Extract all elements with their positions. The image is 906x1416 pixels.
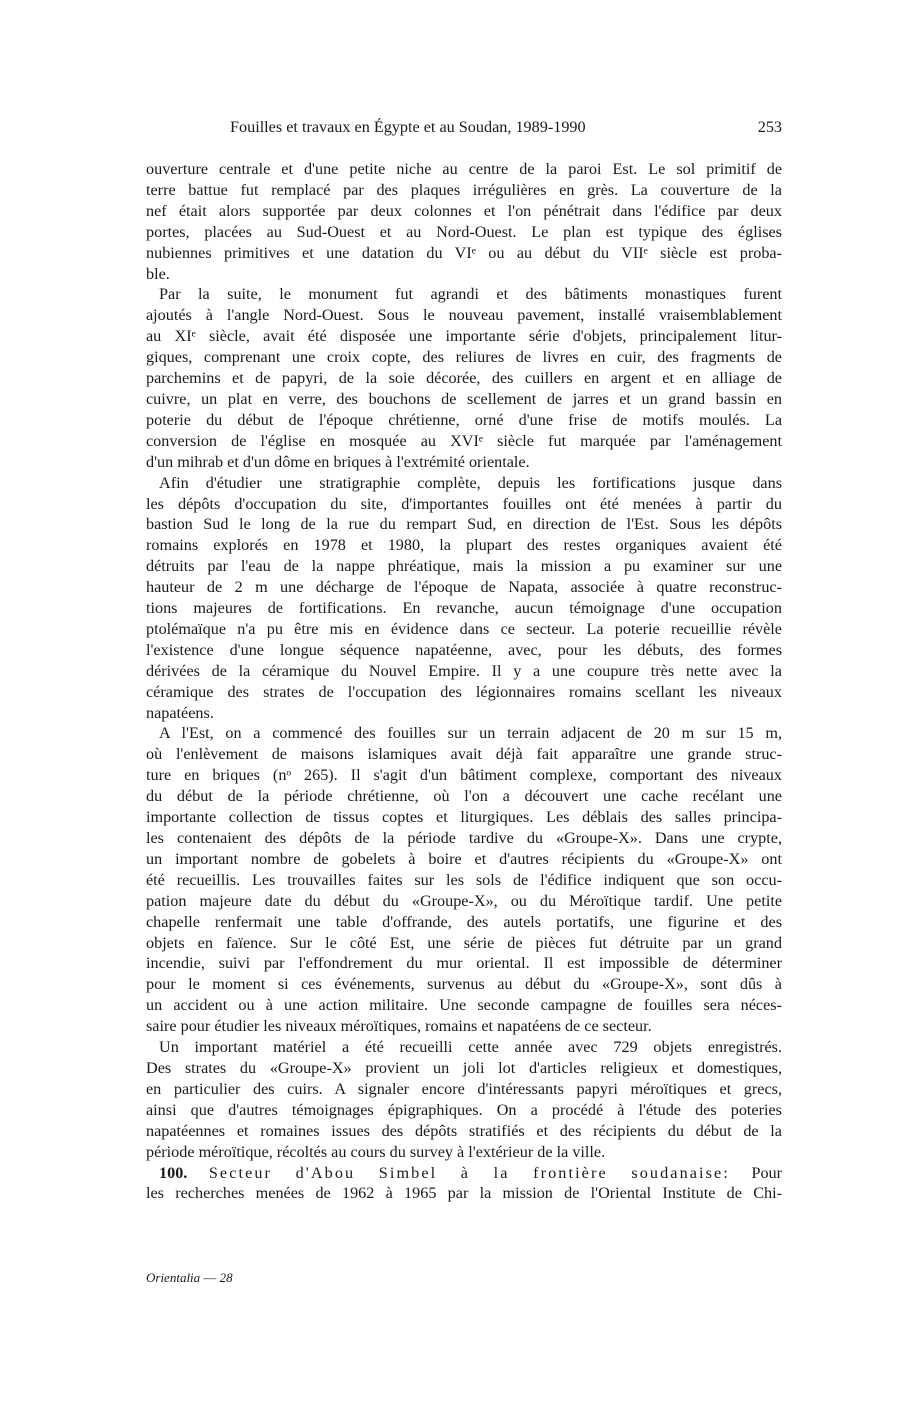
- text-line: romains explorés en 1978 et 1980, la plupart des restes organiques avaient été: [146, 536, 782, 555]
- text-line: dérivées de la céramique du Nouvel Empire. Il y a une coupure très nette avec la: [146, 661, 782, 680]
- text-line: hauteur de 2 m une décharge de l'époque de Napata, associée à quatre reconstruc-: [146, 578, 782, 597]
- text-line: période méroïtique, récoltés au cours du survey à l'extérieur de la ville.: [146, 1142, 606, 1161]
- text-line: été recueillis. Les trouvailles faites sur les sols de l'édifice indiquent que son occu-: [146, 870, 782, 889]
- text-line: un important nombre de gobelets à boire et d'autres récipients du «Groupe-X» ont: [146, 849, 782, 868]
- running-header: [146, 118, 782, 142]
- section-number: 100.: [159, 1163, 188, 1182]
- text-line: ainsi que d'autres témoignages épigraphiques. On a procédé à l'étude des poteries: [146, 1100, 782, 1119]
- text-line: importante collection de tissus coptes et liturgiques. Les déblais des salles principa-: [146, 808, 782, 827]
- text-line: détruits par l'eau de la nappe phréatique, mais la mission a pu examiner sur une: [146, 557, 782, 576]
- text-line: napatéennes et romaines issues des dépôts stratifiés et des récipients du début de la: [146, 1121, 782, 1140]
- text-line: où l'enlèvement de maisons islamiques avait déjà fait apparaître une grande struc-: [146, 745, 782, 764]
- text-line: parchemins et de papyri, de la soie décorée, des cuillers en argent et en alliage de: [146, 369, 782, 388]
- text-line: napatéens.: [146, 703, 214, 722]
- text-line: cuivre, un plat en verre, des bouchons de scellement de jarres et un grand bassin en: [146, 389, 782, 408]
- text-line: les recherches menées de 1962 à 1965 par la mission de l'Oriental Institute de Chi-: [146, 1184, 782, 1203]
- text-line: céramique des strates de l'occupation des légionnaires romains scellant les niveaux: [146, 682, 782, 701]
- text-line: nef était alors supportée par deux colonnes et l'on pénétrait dans l'édifice par deux: [146, 201, 782, 220]
- section-heading: Secteur d'Abou Simbel à la frontière soudanaise:: [208, 1163, 730, 1182]
- journal-name: Orientalia: [146, 1270, 201, 1285]
- paragraph: [146, 159, 782, 284]
- text-line: nubiennes primitives et une datation du VIᵉ ou au début du VIIᵉ siècle est proba-: [146, 243, 782, 262]
- text-line: l'existence d'une longue séquence napatéenne, avec, pour les débuts, des formes: [146, 640, 782, 659]
- text-line: objets en faïence. Sur le côté Est, une série de pièces fut détruite par un grand: [146, 933, 782, 952]
- text-line: Par la suite, le monument fut agrandi et des bâtiments monastiques furent: [159, 285, 782, 304]
- text-line: pour le moment si ces événements, survenus au début du «Groupe-X», sont dûs à: [146, 975, 782, 994]
- section-100: [146, 1163, 782, 1205]
- paragraph: [146, 473, 782, 724]
- text-line: au XIᵉ siècle, avait été disposée une importante série d'objets, principalement litur-: [146, 327, 782, 346]
- text-line: tions majeures de fortifications. En revanche, aucun témoignage d'une occupation: [146, 599, 782, 618]
- body-text: [146, 159, 782, 1204]
- text-line: terre battue fut remplacé par des plaques irrégulières en grès. La couverture de la: [146, 180, 782, 199]
- text-line: saire pour étudier les niveaux méroïtiques, romains et napatéens de ce secteur.: [146, 1017, 652, 1036]
- text-line: portes, placées au Sud-Ouest et au Nord-Ouest. Le plan est typique des églises: [146, 222, 782, 241]
- paragraph: [146, 723, 782, 1037]
- text-line: Un important matériel a été recueilli cette année avec 729 objets enregistrés.: [159, 1038, 782, 1057]
- paragraph: [146, 1037, 782, 1162]
- text-line: les dépôts d'occupation du site, d'importantes fouilles ont été menées à partir du: [146, 494, 782, 513]
- running-title: Fouilles et travaux en Égypte et au Soudan, 1989-1990: [230, 118, 586, 136]
- text-line: giques, comprenant une croix copte, des reliures de livres en cuir, des fragments de: [146, 348, 782, 367]
- text-line: Afin d'étudier une stratigraphie complète, depuis les fortifications jusque dans: [159, 473, 782, 492]
- text-line: un accident ou à une action militaire. Une seconde campagne de fouilles sera néces-: [146, 996, 782, 1015]
- text-line: poterie du début de l'époque chrétienne, orné d'une frise de motifs moulés. La: [146, 410, 782, 429]
- section-heading-line: [146, 1163, 782, 1184]
- text-line: ture en briques (nᵒ 265). Il s'agit d'un bâtiment complexe, comportant des niveaux: [146, 766, 782, 785]
- text-line: du début de la période chrétienne, où l'on a découvert une cache recélant une: [146, 787, 782, 806]
- footer: [146, 1270, 233, 1286]
- text-line: bastion Sud le long de la rue du rempart Sud, en direction de l'Est. Sous les dépôts: [146, 515, 782, 534]
- text-line: chapelle renfermait une table d'offrande, des autels portatifs, une figurine et des: [146, 912, 782, 931]
- text-line: d'un mihrab et d'un dôme en briques à l'extrémité orientale.: [146, 452, 530, 471]
- text-line: incendie, suivi par l'effondrement du mur oriental. Il est impossible de déterminer: [146, 954, 782, 973]
- text-line: ptolémaïque n'a pu être mis en évidence dans ce secteur. La poterie recueillie révèle: [146, 619, 782, 638]
- section-first-line-rest: Pour: [751, 1163, 783, 1182]
- text-line: pation majeure date du début du «Groupe-X», ou du Méroïtique tardif. Une petite: [146, 891, 782, 910]
- text-line: conversion de l'église en mosquée au XVIᵉ siècle fut marquée par l'aménagement: [146, 431, 782, 450]
- text-line: ouverture centrale et d'une petite niche au centre de la paroi Est. Le sol primitif de: [146, 160, 782, 178]
- page-number: 253: [757, 118, 782, 136]
- text-line: ajoutés à l'angle Nord-Ouest. Sous le nouveau pavement, installé vraisemblablement: [146, 306, 782, 325]
- paragraph: [146, 284, 782, 472]
- text-line: Des strates du «Groupe-X» provient un joli lot d'articles religieux et domestiques,: [146, 1058, 782, 1077]
- text-line: ble.: [146, 264, 170, 283]
- text-line: A l'Est, on a commencé des fouilles sur un terrain adjacent de 20 m sur 15 m,: [159, 724, 782, 743]
- text-line: les contenaient des dépôts de la période tardive du «Groupe-X». Dans une crypte,: [146, 829, 782, 847]
- text-line: en particulier des cuirs. A signaler encore d'intéressants papyri méroïtiques et grecs,: [146, 1079, 782, 1098]
- footer-dash: —: [203, 1270, 217, 1285]
- fascicle-number: 28: [219, 1270, 233, 1285]
